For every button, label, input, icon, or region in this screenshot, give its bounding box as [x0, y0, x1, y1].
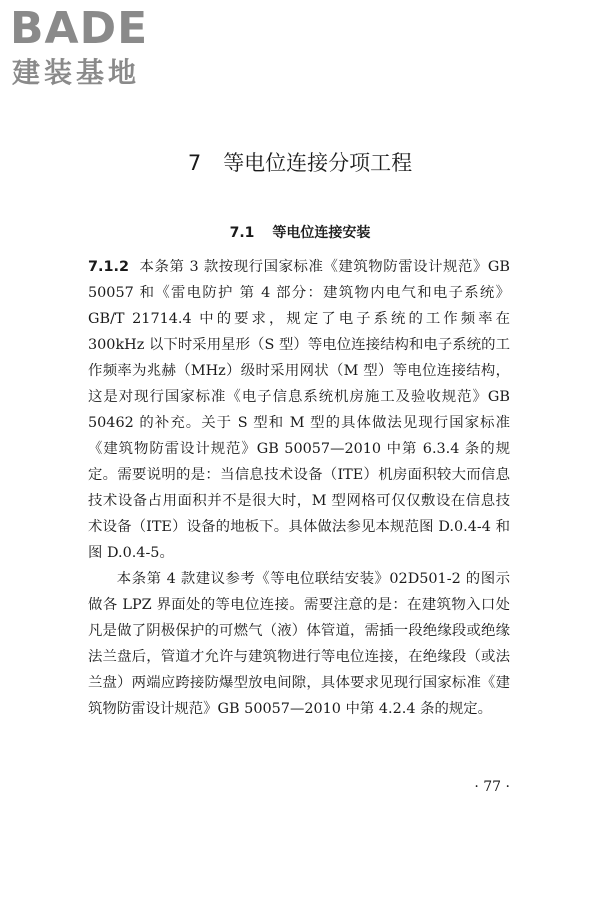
clause-paragraph-1: [88, 254, 510, 566]
clause-body: [88, 254, 510, 722]
chapter-title: 等电位连接分项工程: [223, 151, 413, 175]
clause-number: 7.1.2: [88, 259, 129, 275]
paragraph-2-text: 本条第 4 款建议参考《等电位联结安装》02D501-2 的图示做各 LPZ 界面处的等电位连接。需要注意的是：在建筑物入口处凡是做了阴极保护的可燃气（液）体管道，需插一段绝缘段或绝缘法兰盘后，管道才允许与建筑物进行等电位连接，在绝缘段（或法兰盘）两端应跨接防爆型放电间隙，具体要求见现行国家标准《建筑物防雷设计规范》GB 50057—2010 中第 4.2.4 条的规定。: [88, 571, 510, 717]
clause-paragraph-2: [88, 566, 510, 722]
page-number: · 77 ·: [474, 779, 510, 795]
chapter-heading: [0, 148, 600, 178]
section-title: 等电位连接安装: [272, 225, 371, 241]
brand-logo: [10, 3, 180, 89]
logo-text-cn: 建装基地: [12, 56, 141, 89]
paragraph-1-text: 本条第 3 款按现行国家标准《建筑物防雷设计规范》GB 50057 和《雷电防护 第 4 部分：建筑物内电气和电子系统》GB/T 21714.4 中的要求，规定了电子系统的工作频率在 300kHz 以下时采用星形（S 型）等电位连接结构和电子系统的工作频率为兆赫（MHz）级时采用网状（M 型）等电位连接结构，这是对现行国家标准《电子信息系统机房施工及验收规范》GB 50462 的补充。关于 S 型和 M 型的具体做法见现行国家标准《建筑物防雷设计规范》GB 50057—2010 中第 6.3.4 条的规定。需要说明的是：当信息技术设备（ITE）机房面积较大而信息技术设备占用面积并不是很大时，M 型网格可仅仅敷设在信息技术设备（ITE）设备的地板下。具体做法参见本规范图 D.0.4-4 和图 D.0.4-5。: [88, 259, 510, 561]
section-number: 7.1: [229, 225, 255, 241]
chapter-number: 7: [187, 151, 202, 175]
logo-text-en: BADE: [10, 3, 149, 54]
section-heading: [0, 222, 600, 244]
